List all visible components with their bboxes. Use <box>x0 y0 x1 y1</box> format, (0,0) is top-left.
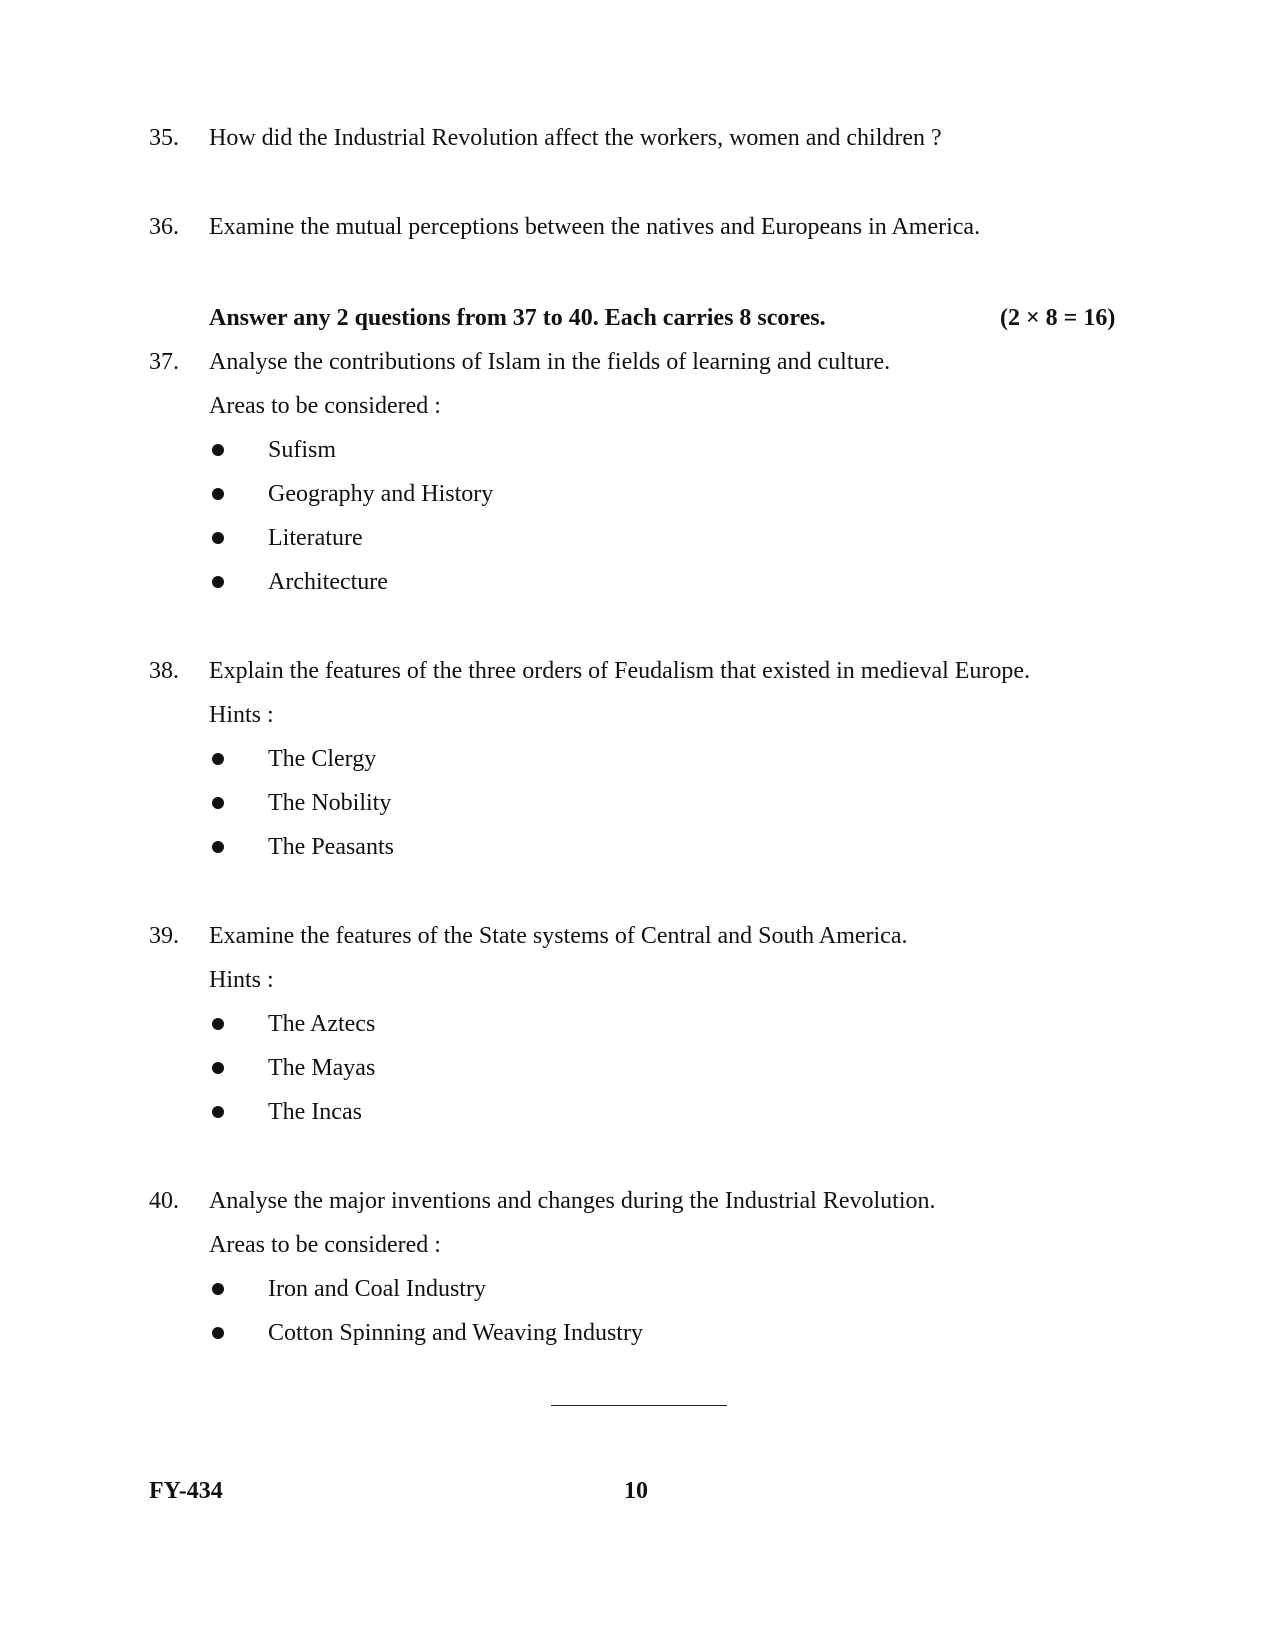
bullet-icon <box>212 1062 224 1074</box>
bullet-icon <box>212 1283 224 1295</box>
list-item-text: The Mayas <box>268 1055 376 1081</box>
list-item-text: The Clergy <box>268 746 377 772</box>
question-number: 38. <box>149 658 179 684</box>
list-item-text: Iron and Coal Industry <box>268 1276 486 1302</box>
list-item-text: Geography and History <box>268 481 494 507</box>
bullet-icon <box>212 797 224 809</box>
paper-code: FY-434 <box>149 1478 223 1504</box>
bullet-icon <box>212 532 224 544</box>
question-number: 39. <box>149 923 179 949</box>
question-number: 36. <box>149 214 179 240</box>
question-text: Analyse the contributions of Islam in the fields of learning and culture. <box>209 349 891 375</box>
sub-heading-text: Hints : <box>209 967 274 993</box>
page-number: 10 <box>624 1478 648 1504</box>
section-marks: (2 × 8 = 16) <box>1000 305 1116 331</box>
bullet-icon <box>212 1106 224 1118</box>
end-of-questions-rule <box>551 1405 727 1406</box>
question-number: 40. <box>149 1188 179 1214</box>
bullet-icon <box>212 488 224 500</box>
sub-heading-text: Areas to be considered : <box>209 1232 441 1258</box>
question-text: Explain the features of the three orders of Feudalism that existed in medieval Europe. <box>209 658 1031 684</box>
list-item-text: The Aztecs <box>268 1011 376 1037</box>
list-item-text: Cotton Spinning and Weaving Industry <box>268 1320 643 1346</box>
list-item-text: Architecture <box>268 569 388 595</box>
bullet-icon <box>212 1018 224 1030</box>
question-text: Examine the features of the State systems of Central and South America. <box>209 923 908 949</box>
bullet-icon <box>212 444 224 456</box>
section-instruction: Answer any 2 questions from 37 to 40. Each carries 8 scores. <box>209 305 826 331</box>
bullet-icon <box>212 841 224 853</box>
sub-heading-text: Areas to be considered : <box>209 393 441 419</box>
list-item-text: The Peasants <box>268 834 394 860</box>
bullet-icon <box>212 576 224 588</box>
bullet-icon <box>212 753 224 765</box>
sub-heading-text: Hints : <box>209 702 274 728</box>
question-number: 37. <box>149 349 179 375</box>
question-number: 35. <box>149 125 179 151</box>
list-item-text: The Incas <box>268 1099 362 1125</box>
question-text: How did the Industrial Revolution affect the workers, women and children ? <box>209 125 942 151</box>
list-item-text: Literature <box>268 525 363 551</box>
question-text: Examine the mutual perceptions between the natives and Europeans in America. <box>209 214 981 240</box>
bullet-icon <box>212 1327 224 1339</box>
question-text: Analyse the major inventions and changes during the Industrial Revolution. <box>209 1188 936 1214</box>
list-item-text: Sufism <box>268 437 337 463</box>
list-item-text: The Nobility <box>268 790 392 816</box>
